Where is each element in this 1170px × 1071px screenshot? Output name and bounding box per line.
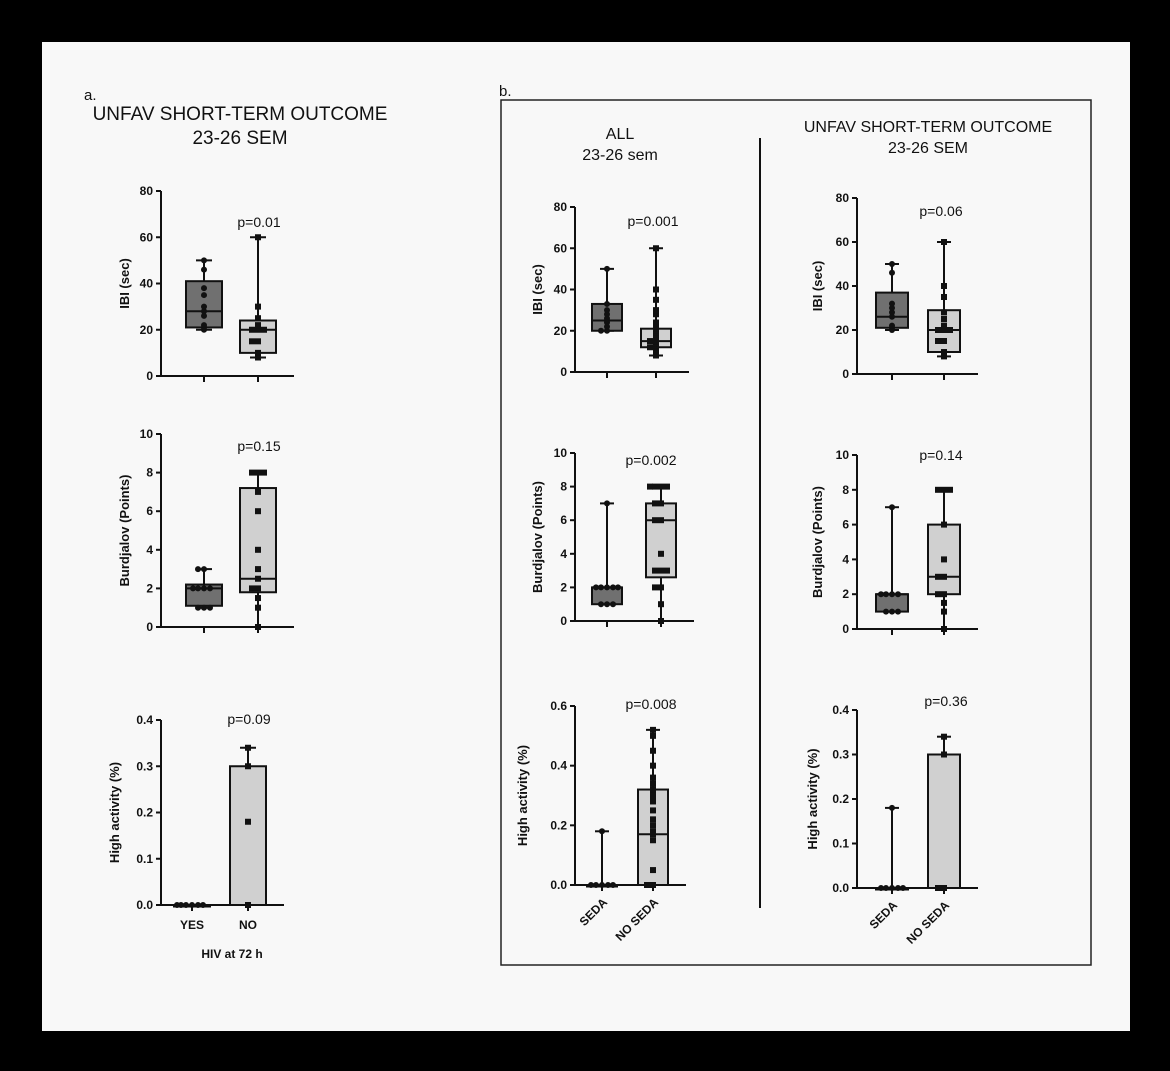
data-point <box>889 261 895 267</box>
data-point <box>201 605 207 611</box>
data-point <box>249 327 255 333</box>
data-point <box>941 309 947 315</box>
y-tick-label: 80 <box>139 184 153 198</box>
panel-b-right-title-line1: UNFAV SHORT-TERM OUTCOME <box>803 119 1053 136</box>
data-point <box>604 307 610 313</box>
data-point <box>664 484 670 490</box>
data-point <box>201 267 207 273</box>
data-point <box>261 327 267 333</box>
data-point <box>650 816 656 822</box>
data-point <box>650 763 656 769</box>
data-point <box>900 885 906 891</box>
box <box>928 755 960 889</box>
panel-b-right-title-line2: 23-26 SEM <box>887 140 969 157</box>
data-point <box>255 315 261 321</box>
data-point <box>653 297 659 303</box>
data-point <box>255 508 261 514</box>
y-tick-label: 8 <box>842 482 849 497</box>
data-point <box>255 576 261 582</box>
data-point <box>650 733 656 739</box>
y-tick-label: 0.1 <box>832 836 849 851</box>
category-label: NO SEDA <box>903 898 953 947</box>
y-tick-label: 8 <box>560 479 567 494</box>
data-point <box>941 626 947 632</box>
chart-a-ibi <box>117 184 294 383</box>
data-point <box>889 609 895 615</box>
y-tick-label: 0 <box>560 365 567 379</box>
data-point <box>941 487 947 493</box>
data-point <box>604 500 610 506</box>
data-point <box>593 584 599 590</box>
p-value-label: p=0.09 <box>227 711 271 727</box>
data-point <box>255 304 261 310</box>
y-tick-label: 0.4 <box>550 758 567 773</box>
y-tick-label: 4 <box>146 542 153 557</box>
y-tick-label: 0 <box>842 622 849 636</box>
panel-a-title-line1: UNFAV SHORT-TERM OUTCOME <box>92 104 388 125</box>
data-point <box>935 885 941 891</box>
data-point <box>650 727 656 733</box>
y-tick-label: 80 <box>553 200 567 214</box>
y-tick-label: 0 <box>146 620 153 634</box>
y-axis-label: IBI (sec) <box>530 264 545 315</box>
category-label: YES <box>179 918 205 932</box>
data-point <box>889 270 895 276</box>
data-point <box>201 257 207 263</box>
y-tick-label: 2 <box>146 581 153 596</box>
data-point <box>889 301 895 307</box>
y-tick-label: 0.2 <box>832 792 849 806</box>
data-point <box>255 234 261 240</box>
data-point <box>598 601 604 607</box>
y-tick-label: 0.3 <box>832 747 849 762</box>
data-point <box>941 338 947 344</box>
data-point <box>255 595 261 601</box>
data-point <box>941 522 947 528</box>
data-point <box>255 605 261 611</box>
data-point <box>947 327 953 333</box>
data-point <box>255 547 261 553</box>
data-point <box>664 568 670 574</box>
data-point <box>604 301 610 307</box>
data-point <box>255 585 261 591</box>
data-point <box>650 781 656 787</box>
data-point <box>650 798 656 804</box>
y-tick-label: 0.4 <box>136 713 153 727</box>
data-point <box>647 344 653 350</box>
data-point <box>255 350 261 356</box>
data-point <box>652 584 658 590</box>
data-point <box>201 292 207 298</box>
data-point <box>207 585 213 591</box>
data-point <box>249 585 255 591</box>
data-point <box>255 566 261 572</box>
y-tick-label: 4 <box>842 552 849 567</box>
box <box>230 766 266 905</box>
data-point <box>653 307 659 313</box>
data-point <box>941 752 947 758</box>
data-point <box>653 245 659 251</box>
panel-b-left-title-line1: ALL <box>605 126 635 143</box>
data-point <box>935 327 941 333</box>
data-point <box>650 837 656 843</box>
data-point <box>245 745 251 751</box>
data-point <box>935 591 941 597</box>
data-point <box>658 568 664 574</box>
y-tick-label: 0.1 <box>136 851 153 866</box>
data-point <box>878 885 884 891</box>
data-point <box>249 338 255 344</box>
y-tick-label: 20 <box>553 323 567 338</box>
data-point <box>647 338 653 344</box>
y-tick-label: 10 <box>835 448 849 462</box>
data-point <box>941 316 947 322</box>
y-tick-label: 0.0 <box>832 881 849 895</box>
y-tick-label: 2 <box>842 587 849 602</box>
data-point <box>658 551 664 557</box>
data-point <box>255 338 261 344</box>
chart-a-burdjalov <box>117 427 294 634</box>
data-point <box>653 287 659 293</box>
p-value-label: p=0.14 <box>919 447 963 463</box>
data-point <box>255 489 261 495</box>
data-point <box>941 294 947 300</box>
box <box>646 503 676 577</box>
p-value-label: p=0.001 <box>627 213 679 229</box>
data-point <box>201 585 207 591</box>
data-point <box>941 574 947 580</box>
chart-b-unfav-burdjalov <box>810 447 978 636</box>
category-label: NO SEDA <box>612 895 662 944</box>
data-point <box>941 349 947 355</box>
data-point <box>658 500 664 506</box>
data-point <box>941 283 947 289</box>
data-point <box>245 763 251 769</box>
data-point <box>189 902 195 908</box>
data-point <box>658 584 664 590</box>
y-tick-label: 2 <box>560 580 567 595</box>
data-point <box>658 517 664 523</box>
chart-b-all-activity <box>515 696 686 944</box>
y-tick-label: 10 <box>553 446 567 460</box>
data-point <box>647 484 653 490</box>
data-point <box>174 902 180 908</box>
data-point <box>201 566 207 572</box>
data-point <box>883 609 889 615</box>
data-point <box>650 793 656 799</box>
figure <box>42 42 1130 1031</box>
y-tick-label: 60 <box>835 235 849 249</box>
data-point <box>895 609 901 615</box>
data-point <box>195 605 201 611</box>
data-point <box>249 470 255 476</box>
data-point <box>195 566 201 572</box>
data-point <box>245 819 251 825</box>
p-value-label: p=0.002 <box>625 452 677 468</box>
chart-b-unfav-activity <box>805 693 978 947</box>
y-tick-label: 0.0 <box>136 898 153 912</box>
data-point <box>658 601 664 607</box>
data-point <box>947 487 953 493</box>
y-tick-label: 0 <box>560 614 567 628</box>
data-point <box>588 882 594 888</box>
data-point <box>644 882 650 888</box>
data-point <box>615 584 621 590</box>
y-tick-label: 0.0 <box>550 878 567 892</box>
p-value-label: p=0.36 <box>924 693 968 709</box>
data-point <box>889 591 895 597</box>
y-tick-label: 20 <box>139 322 153 337</box>
data-point <box>598 328 604 334</box>
y-tick-label: 0 <box>146 369 153 383</box>
data-point <box>650 822 656 828</box>
y-axis-label: High activity (%) <box>515 744 530 847</box>
data-point <box>610 882 616 888</box>
data-point <box>261 470 267 476</box>
data-point <box>889 323 895 329</box>
y-tick-label: 60 <box>553 241 567 256</box>
data-point <box>650 867 656 873</box>
data-point <box>941 600 947 606</box>
data-point <box>889 885 895 891</box>
data-point <box>652 517 658 523</box>
data-point <box>941 609 947 615</box>
y-tick-label: 6 <box>560 513 567 528</box>
data-point <box>941 885 947 891</box>
data-point <box>878 591 884 597</box>
p-value-label: p=0.01 <box>237 214 281 230</box>
y-tick-label: 6 <box>842 517 849 532</box>
y-tick-label: 20 <box>835 323 849 337</box>
data-point <box>650 828 656 834</box>
y-tick-label: 0.2 <box>136 805 153 820</box>
data-point <box>652 568 658 574</box>
data-point <box>604 601 610 607</box>
data-point <box>935 338 941 344</box>
data-point <box>658 484 664 490</box>
category-label: SEDA <box>576 895 611 929</box>
panel-a-xlabel: HIV at 72 h <box>201 947 263 961</box>
y-axis-label: High activity (%) <box>107 761 122 864</box>
panel-b-letter: b. <box>499 83 512 100</box>
data-point <box>207 605 213 611</box>
panel-a-title-line2: 23-26 SEM <box>192 128 288 149</box>
data-point <box>201 304 207 310</box>
data-point <box>604 584 610 590</box>
p-value-label: p=0.15 <box>237 438 281 454</box>
y-tick-label: 0.2 <box>550 818 567 833</box>
y-tick-label: 0 <box>842 367 849 381</box>
data-point <box>599 882 605 888</box>
y-axis-label: IBI (sec) <box>117 258 132 309</box>
data-point <box>190 585 196 591</box>
y-tick-label: 0.3 <box>136 759 153 774</box>
data-point <box>604 266 610 272</box>
data-point <box>889 504 895 510</box>
data-point <box>935 574 941 580</box>
p-value-label: p=0.008 <box>625 696 677 712</box>
data-point <box>650 882 656 888</box>
data-point <box>255 470 261 476</box>
data-point <box>650 775 656 781</box>
figure-canvas <box>42 42 1130 1031</box>
y-axis-label: Burdjalov (Points) <box>810 486 825 598</box>
data-point <box>653 320 659 326</box>
y-axis-label: High activity (%) <box>805 748 820 850</box>
y-axis-label: Burdjalov (Points) <box>530 481 545 593</box>
panel-b-left-title-line2: 23-26 sem <box>582 147 658 164</box>
panel-b-frame <box>501 100 1091 965</box>
chart-b-all-burdjalov <box>530 446 694 628</box>
data-point <box>599 828 605 834</box>
p-value-label: p=0.06 <box>919 203 963 219</box>
category-label: SEDA <box>866 898 901 932</box>
y-tick-label: 4 <box>560 546 567 561</box>
y-tick-label: 0.6 <box>550 699 567 713</box>
panel-a-letter: a. <box>84 87 97 104</box>
chart-a-activity <box>107 711 284 932</box>
data-point <box>652 500 658 506</box>
y-tick-label: 40 <box>835 279 849 293</box>
data-point <box>610 601 616 607</box>
data-point <box>650 787 656 793</box>
y-tick-label: 6 <box>146 504 153 519</box>
y-tick-label: 8 <box>146 465 153 480</box>
y-tick-label: 40 <box>139 276 153 291</box>
data-point <box>255 624 261 630</box>
y-tick-label: 10 <box>139 427 153 441</box>
y-axis-label: IBI (sec) <box>810 260 825 312</box>
data-point <box>201 285 207 291</box>
data-point <box>941 556 947 562</box>
data-point <box>200 902 206 908</box>
data-point <box>650 807 656 813</box>
chart-b-all-ibi <box>530 200 689 379</box>
chart-b-unfav-ibi <box>810 191 978 381</box>
data-point <box>895 591 901 597</box>
y-tick-label: 60 <box>139 230 153 245</box>
category-label: NO <box>239 918 257 932</box>
data-point <box>245 902 251 908</box>
data-point <box>650 748 656 754</box>
data-point <box>201 322 207 328</box>
data-point <box>658 618 664 624</box>
data-point <box>889 805 895 811</box>
data-point <box>255 322 261 328</box>
data-point <box>941 591 947 597</box>
data-point <box>941 323 947 329</box>
y-tick-label: 80 <box>835 191 849 205</box>
y-tick-label: 0.4 <box>832 703 849 717</box>
data-point <box>941 239 947 245</box>
data-point <box>935 487 941 493</box>
y-axis-label: Burdjalov (Points) <box>117 474 132 587</box>
y-tick-label: 40 <box>553 282 567 297</box>
data-point <box>941 734 947 740</box>
